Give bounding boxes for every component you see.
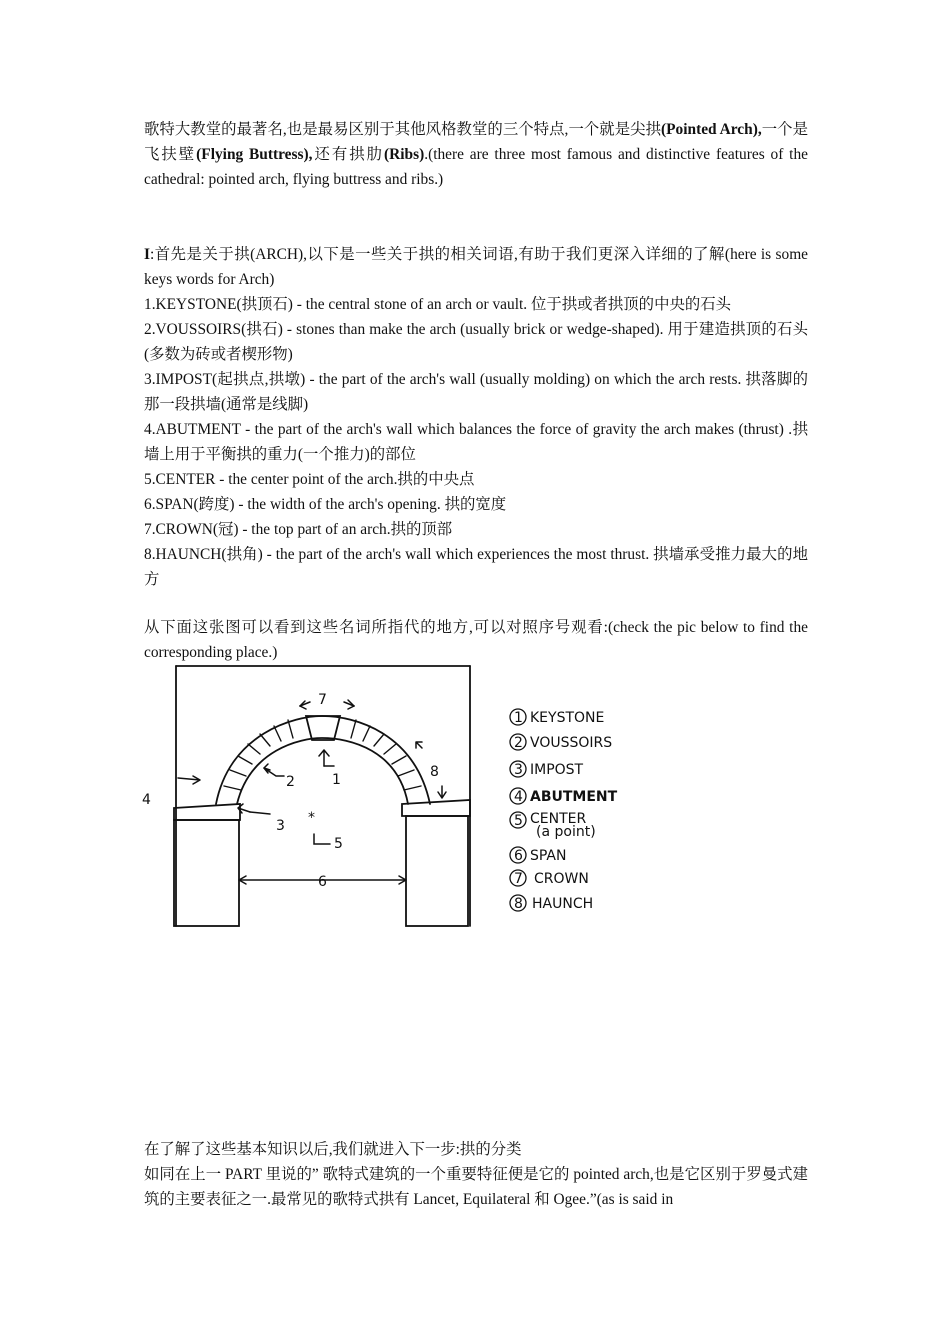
term-abutment: 4.ABUTMENT - the part of the arch's wall which balances the force of gravity the arch makes (thrust) .拱墙上用于平衡拱的重力(一个推力)的部位 bbox=[144, 421, 808, 463]
mark-5: 5 bbox=[334, 836, 343, 852]
intro-paragraph bbox=[144, 117, 808, 192]
check-picture-text: 从下面这张图可以看到这些名词所指代的地方,可以对照序号观看:(check the pic below to find the corresponding place.) bbox=[144, 619, 808, 661]
term-crown: 7.CROWN(冠) - the top part of an arch.拱的顶部 bbox=[144, 521, 453, 538]
legend-span: SPAN bbox=[530, 848, 567, 864]
legend-keystone: KEYSTONE bbox=[530, 710, 605, 726]
section-heading-text: :首先是关于拱(ARCH),以下是一些关于拱的相关词语,有助于我们更深入详细的了解(here is some keys words for Arch) bbox=[144, 246, 808, 288]
section-numeral: I bbox=[144, 246, 150, 263]
intro-text-3: 还有拱肋 bbox=[312, 146, 385, 163]
term-haunch: 8.HAUNCH(拱角) - the part of the arch's wall which experiences the most thrust. 拱墙承受推力最大的地方 bbox=[144, 546, 808, 588]
legend-voussoirs: VOUSSOIRS bbox=[530, 735, 613, 751]
classification-text: 如同在上一 PART 里说的” 歌特式建筑的一个重要特征便是它的 pointed arch,也是它区别于罗曼式建筑的主要表征之一.最常见的歌特式拱有 Lancet, Equilateral 和 Ogee.”(as is said in bbox=[144, 1166, 808, 1208]
mark-8: 8 bbox=[430, 764, 439, 780]
legend-num-8: 8 bbox=[514, 896, 523, 912]
arch-inner-curve bbox=[237, 738, 408, 804]
intro-text-1: 歌特大教堂的最著名,也是最易区别于其他风格教堂的三个特点,一个就是尖拱 bbox=[144, 121, 662, 138]
term-span: 6.SPAN(跨度) - the width of the arch's opening. 拱的宽度 bbox=[144, 496, 507, 513]
term-center: 5.CENTER - the center point of the arch.拱的中央点 bbox=[144, 471, 475, 488]
arch-sketch bbox=[140, 658, 640, 933]
legend-num-6: 6 bbox=[514, 848, 523, 864]
term-voussoirs: 2.VOUSSOIRS(拱石) - stones than make the arch (usually brick or wedge-shaped). 用于建造拱顶的石头(多数为砖或者楔形物) bbox=[144, 321, 808, 363]
arch-terms-section bbox=[144, 242, 808, 592]
legend-abutment: ABUTMENT bbox=[530, 789, 618, 805]
mark-1: 1 bbox=[332, 772, 341, 788]
mark-2: 2 bbox=[286, 774, 295, 790]
intro-text-2: 一个是飞扶壁 bbox=[144, 121, 808, 163]
legend-center-note: (a point) bbox=[536, 824, 596, 840]
diagram-legend bbox=[510, 709, 618, 912]
legend-haunch: HAUNCH bbox=[532, 896, 594, 912]
arch-classification-paragraph bbox=[144, 1137, 808, 1212]
legend-center: CENTER bbox=[530, 811, 587, 827]
keystone-shape bbox=[306, 716, 340, 740]
legend-num-3: 3 bbox=[514, 762, 523, 778]
right-pier bbox=[406, 816, 468, 926]
center-star-icon: * bbox=[308, 810, 315, 826]
legend-num-7: 7 bbox=[514, 871, 523, 887]
left-impost-block bbox=[174, 804, 240, 820]
right-impost-block bbox=[402, 800, 470, 816]
mark-7: 7 bbox=[318, 692, 327, 708]
mark-3: 3 bbox=[276, 818, 285, 834]
left-pier bbox=[174, 820, 239, 926]
intro-text bbox=[144, 117, 808, 192]
intro-text-4: .(there are three most famous and distinctive features of the cathedral: pointed arch, flying buttress and ribs.) bbox=[144, 146, 808, 188]
legend-num-5: 5 bbox=[514, 813, 523, 829]
flying-buttress-term: (Flying Buttress), bbox=[196, 146, 313, 163]
term-impost: 3.IMPOST(起拱点,拱墩) - the part of the arch's wall (usually molding) on which the arch rests. 拱落脚的那一段拱墙(通常是线脚) bbox=[144, 371, 808, 413]
mark-6: 6 bbox=[318, 874, 327, 890]
legend-num-2: 2 bbox=[514, 735, 523, 751]
classification-intro: 在了解了这些基本知识以后,我们就进入下一步:拱的分类 bbox=[144, 1141, 522, 1158]
mark-4: 4 bbox=[142, 792, 151, 808]
section-heading bbox=[144, 242, 808, 292]
ribs-term: (Ribs) bbox=[384, 146, 425, 163]
legend-impost: IMPOST bbox=[530, 762, 584, 778]
term-keystone: 1.KEYSTONE(拱顶石) - the central stone of an arch or vault. 位于拱或者拱顶的中央的石头 bbox=[144, 296, 732, 313]
arch-diagram bbox=[140, 658, 640, 933]
legend-crown: CROWN bbox=[534, 871, 589, 887]
pointed-arch-term: (Pointed Arch), bbox=[661, 121, 762, 138]
legend-num-4: 4 bbox=[514, 789, 523, 805]
legend-num-1: 1 bbox=[514, 710, 523, 726]
voussoir-lines bbox=[224, 720, 421, 790]
